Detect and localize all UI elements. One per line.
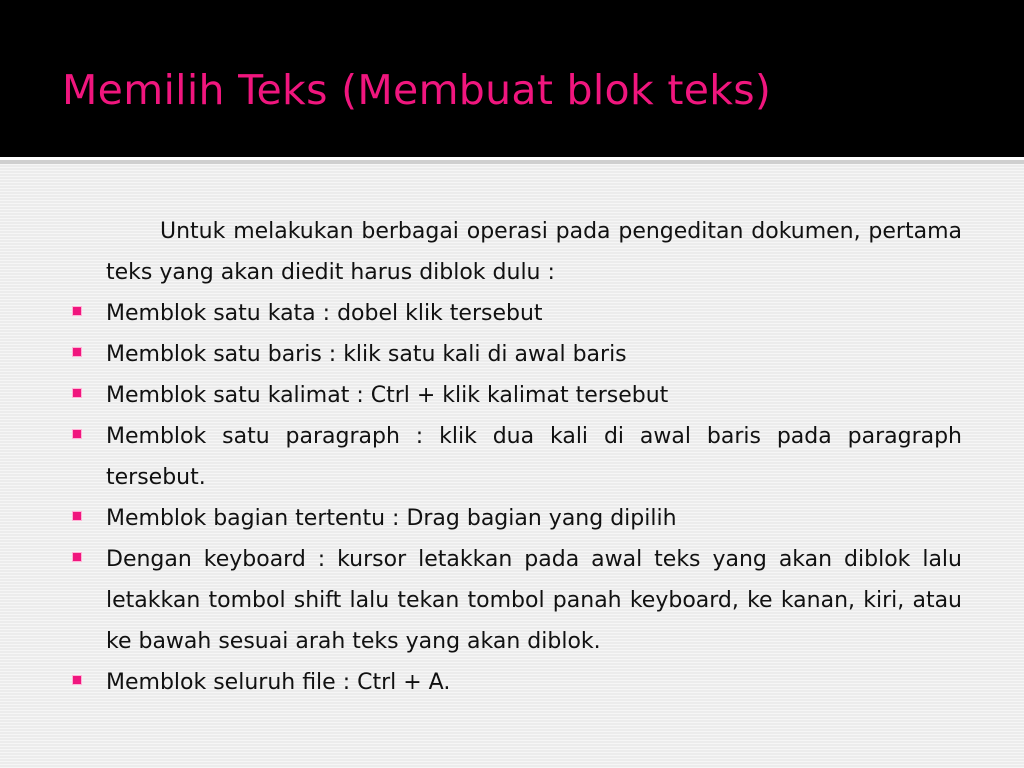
slide-title: Memilih Teks (Membuat blok teks) bbox=[62, 66, 772, 114]
square-bullet-icon bbox=[73, 348, 81, 356]
bullet-item-select-sentence bbox=[106, 375, 962, 416]
title-divider bbox=[0, 157, 1024, 164]
bullet-text: Memblok bagian tertentu : Drag bagian yang dipilih bbox=[106, 506, 677, 531]
bullet-item-keyboard bbox=[106, 539, 962, 662]
square-bullet-icon bbox=[73, 553, 81, 561]
bullet-item-select-all bbox=[106, 662, 962, 703]
bullet-text: Dengan keyboard : kursor letakkan pada awal teks yang akan diblok lalu letakkan tombol shift lalu tekan tombol panah keyboard, ke kanan, kiri, atau ke bawah sesuai arah teks yang akan diblok. bbox=[106, 547, 962, 654]
bullet-item-select-line bbox=[106, 334, 962, 375]
bullet-item-select-word bbox=[106, 293, 962, 334]
square-bullet-icon bbox=[73, 307, 81, 315]
bullet-item-select-paragraph bbox=[106, 416, 962, 498]
bullet-text: Memblok satu baris : klik satu kali di awal baris bbox=[106, 342, 627, 367]
intro-paragraph: Untuk melakukan berbagai operasi pada pengeditan dokumen, pertama teks yang akan diedit harus diblok dulu : bbox=[106, 219, 962, 285]
title-bar bbox=[0, 0, 1024, 157]
bullet-text: Memblok satu kata : dobel klik tersebut bbox=[106, 301, 543, 326]
square-bullet-icon bbox=[73, 389, 81, 397]
bullet-text: Memblok seluruh file : Ctrl + A. bbox=[106, 670, 451, 695]
square-bullet-icon bbox=[73, 676, 81, 684]
slide-body bbox=[106, 211, 962, 703]
square-bullet-icon bbox=[73, 512, 81, 520]
bullet-text: Memblok satu kalimat : Ctrl + klik kalimat tersebut bbox=[106, 383, 669, 408]
bullet-item-select-part bbox=[106, 498, 962, 539]
bullet-text: Memblok satu paragraph : klik dua kali di awal baris pada paragraph tersebut. bbox=[106, 424, 962, 490]
square-bullet-icon bbox=[73, 430, 81, 438]
bullet-list bbox=[106, 293, 962, 703]
